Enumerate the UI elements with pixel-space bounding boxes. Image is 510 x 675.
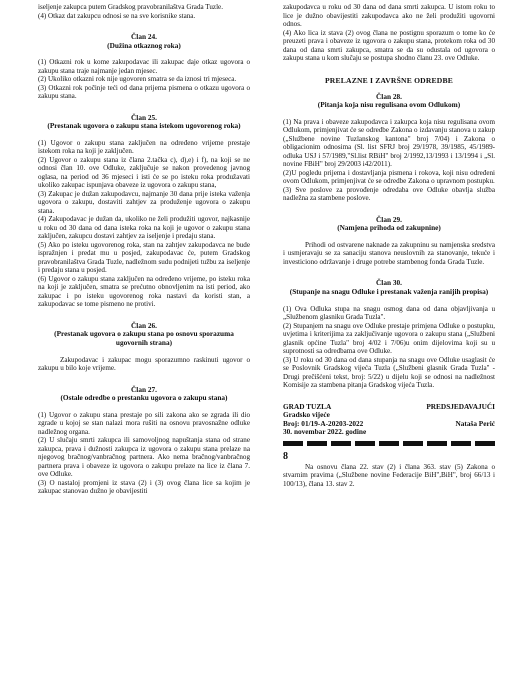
right-column (283, 3, 495, 488)
council-name: Gradsko vijeće (283, 410, 330, 420)
article-title: Član 27. (131, 384, 157, 394)
article-title: Član 26. (131, 320, 157, 330)
paragraph: (2) Stupanjem na snagu ove Odluke prestaje primjena Odluke o postupku, uvjetima i kriterijima za zaključivanje ugovora o zakupu stana („Službeni glasnik općine Tuzla" broj 4/02 i 7/06)u onim dijelovima koji su u suprotnosti sa odredbama ove Odluke. (283, 321, 495, 356)
left-column (38, 3, 250, 496)
paragraph: (6) Ugovor o zakupu stana zaključen na određeno vrijeme, po isteku roka na koji je zaključen, smatra se prećutno obnovljenim na isti period, ako zakupac i po isteku ugovorenog roka nastavi da koristi stan, a zakupodavac se tome pismeno ne protivi. (38, 274, 250, 309)
paragraph: (1) Ova Odluka stupa na snagu osmog dana od dana objavljivanja u „Službenom glasniku Grada Tuzla". (283, 304, 495, 322)
article-subtitle: (Prestanak ugovora o zakupu stana po osnovu sporazuma ugovornih strana) (54, 329, 234, 348)
article-title: Član 25. (131, 112, 157, 122)
paragraph: Prihodi od ostvarene naknade za zakupninu su namjenska sredstva i usmjeravaju se za sanaciju stanova neuslovnih za stanovanje, tekuće i investiciono održavanje i druge potrebe stambenog fonda Grada Tuzle. (283, 240, 495, 266)
paragraph: iseljenje zakupca putem Gradskog pravobranilaštva Grada Tuzle. (38, 3, 223, 11)
signatory-role: PREDSJEDAVAJUĆI (426, 401, 495, 411)
article-subtitle: (Prestanak ugovora o zakupu stana istekom ugovorenog roka) (47, 121, 241, 131)
paragraph: (1) Ugovor o zakupu stana prestaje po sili zakona ako se zgrada ili dio zgrade u kojoj se stan nalazi mora rušiti na osnovu pravosnažne odluke nadležnog organa. (38, 410, 250, 436)
paragraph: (5) Ako po isteku ugovorenog roka, stan na zahtjev zakupodavca ne bude ispražnjen i predat mu u posjed, zakupodavac će, putem Gradskog pravobranilaštva Grada Tuzle, nadležnom sudu podnijeti tužbu za iseljenje i predaju stana u posjed. (38, 240, 250, 275)
paragraph: (1) Otkazni rok u kome zakupodavac ili zakupac daje otkaz ugovora o zakupu stana traje najmanje jedan mjesec. (38, 58, 250, 75)
separator-line (283, 441, 495, 446)
paragraph: (4) Zakupodavac je dužan da, ukoliko ne želi produžiti ugovor, najkasnije u roku od 30 dana od dana isteka roka na koji je ugovor o zakupu stana zaključen, zakupcu dostavi zahtjev za iseljenje i predaju stana. (38, 215, 250, 241)
article-subtitle: (Ostale odredbe o prestanku ugovora o zakupu stana) (60, 393, 228, 403)
paragraph: zakupodavca u roku od 30 dana od dana smrti zakupca. U istom roku to lice je dužno obavijestiti zakupodavca ako ne želi produžiti ugovorni odnos. (283, 3, 495, 28)
paragraph: (3) Zakupac je dužan zakupodavcu, najmanje 30 dana prije isteka važenja ugovora o zakupu, dostaviti zahtjev za produženje ugovora o zakupu stana. (38, 189, 250, 215)
article-subtitle: (Dužina otkaznog roka) (107, 40, 181, 50)
article-title: Član 30. (376, 278, 402, 288)
paragraph: (1) Na prava i obaveze zakupodavca i zakupca koja nisu regulisana ovom Odlukom, primjenjivat će se odredbe Zakona o izdavanju stanova u zakup („Službene novine Tuzlanskog kantona" broj 7/04) i Zakona o obligacionim odnosima (Sl. list SFRJ broj 29/1978, 39/1985, 45/1989-odluka USJ i 57/1989,"Sl.list RBiH" broj 2/1992,13/1993 i 13/1994 i „Sl. novine FBiH" broj 29/2003 i42/2011). (283, 117, 495, 169)
paragraph: Na osnovu člana 22. stav (2) i člana 363. stav (5) Zakona o stvarnim pravima („Službene novine Federacije BiH",BiH", broj 66/13 i 100/13), člana 13. stav 2. (283, 462, 495, 488)
section-heading: PRELAZNE I ZAVRŠNE ODREDBE (324, 75, 454, 85)
paragraph: (2)U pogledu prijema i dostavljanja pismena i rokova, koji nisu određeni ovom Odlukom, primjenjivat će se odredbe Zakona o upravnom postupku. (283, 168, 495, 186)
paragraph: (3) Otkazni rok počinje teći od dana prijema pismena o otkazu ugovora o zakupu stana. (38, 83, 250, 101)
paragraph: (3) U roku od 30 dana od dana stupanja na snagu ove Odluke usaglasit će se Poslovnik Gradskog vijeća Tuzla („Službeni glasnik Grada Tuzla" - Drugi prečišćeni tekst, broj: 5/22) u dijelu koji se odnosi na nadležnost Komisije za stambena pitanja Gradskog vijeća Tuzla. (283, 355, 495, 390)
document-date: 30. novembar 2022. godine (283, 427, 367, 437)
signature-row-4 (283, 428, 495, 437)
article-title: Član 28. (376, 91, 402, 101)
article-subtitle: (Namjena prihoda od zakupnine) (337, 223, 441, 233)
article-title: Član 29. (376, 214, 402, 224)
paragraph: (3) O nastaloj promjeni iz stava (2) i (3) ovog člana lice sa kojim je zakupac stanovao dužno je obavijestiti (38, 478, 250, 496)
paragraph: (4) Otkaz dat zakupcu odnosi se na sve korisnike stana. (38, 11, 196, 20)
paragraph: (3) Sve poslove za provođenje odredaba ove Odluke obavlja služba nadležna za stambene poslove. (283, 185, 495, 203)
article-subtitle: (Pitanja koja nisu regulisana ovom Odlukom) (317, 100, 461, 110)
document-number: Broj: 01/19-A-20203-2022 (283, 418, 364, 428)
article-subtitle: (Stupanje na snagu Odluke i prestanak važenja ranijih propisa) (289, 286, 489, 296)
paragraph: (2) Ukoliko otkazni rok nije ugovoren smatra se da iznosi tri mjeseca. (38, 75, 237, 84)
city-name: GRAD TUZLA (283, 401, 332, 411)
signatory-name: Nataša Perić (455, 418, 495, 428)
paragraph: (2) U slučaju smrti zakupca ili samovoljnog napuštanja stana od strane zakupca, prava i dužnosti zakupca iz ugovora o zakupu stana prelaze na njegovog bračnog/vanbračnog partnera. Ako nema bračnog/vanbračnog partnera prava i obaveze iz ugovora o zakupu prelaze na lice iz člana 7. ove Odluke. (38, 436, 250, 479)
paragraph: (2) Ugovor o zakupu stana iz člana 2.tačka c), d),e) i f), na koji se ne odnosi član 10. ove Odluke, zaključuje se nakon provedenog javnog oglasa, na period od 36 mjeseci i isti će se po isteku roka produžavati ukoliko zakupac ispunjava obaveze iz ugovora o zakupu stana, (38, 155, 250, 190)
paragraph: Zakupodavac i zakupac mogu sporazumno raskinuti ugovor o zakupu u bilo koje vrijeme. (38, 355, 250, 373)
article-title: Član 24. (131, 32, 157, 41)
paragraph: (1) Ugovor o zakupu stana zaključen na određeno vrijeme prestaje istekom roka na koji je zaključen. (38, 138, 250, 156)
document-number-heading: 8 (283, 450, 288, 462)
paragraph: (4) Ako lica iz stava (2) ovog člana ne postignu sporazum o tome ko će preuzeti prava i obaveze iz ugovora o zakupu stana, protekom roka od 30 dana od dana smrti zakupca, smatra se da su odustala od ugovora o zakupu stana u kom slučaju se postupa shodno članu 23. ove Odluke. (283, 28, 495, 62)
